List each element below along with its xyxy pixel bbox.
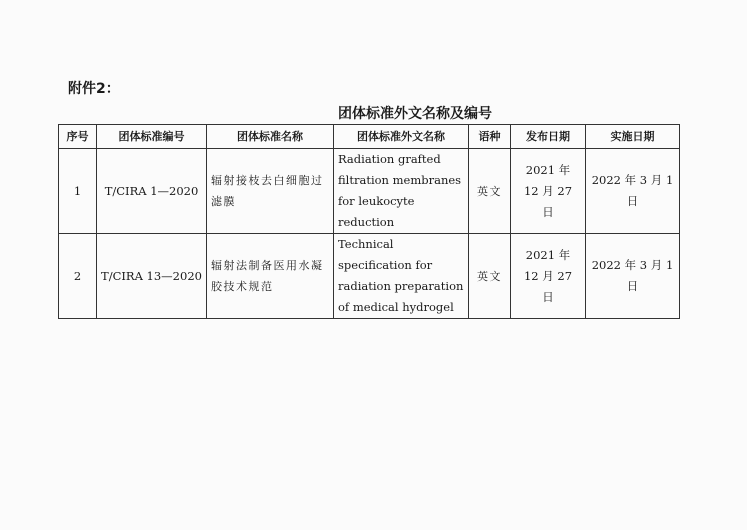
row-index: 1 [59, 149, 97, 234]
table-header-row [59, 125, 680, 149]
row-index: 2 [59, 234, 97, 319]
header-publish-date: 发布日期 [511, 125, 586, 149]
table-row [59, 234, 680, 319]
table-row [59, 149, 680, 234]
header-language: 语种 [469, 125, 511, 149]
row-name: 辐射法制备医用水凝胶技术规范 [207, 234, 334, 319]
table-title: 团体标准外文名称及编号 [338, 106, 492, 122]
header-code: 团体标准编号 [97, 125, 207, 149]
header-effective-date: 实施日期 [586, 125, 680, 149]
standards-table [58, 124, 680, 319]
row-name: 辐射接枝去白细胞过滤膜 [207, 149, 334, 234]
row-publish-date: 2021 年 12 月 27 日 [511, 149, 586, 234]
header-english-name: 团体标准外文名称 [334, 125, 469, 149]
row-code: T/CIRA 13—2020 [97, 234, 207, 319]
row-language: 英文 [469, 149, 511, 234]
row-language: 英文 [469, 234, 511, 319]
row-publish-date: 2021 年 12 月 27 日 [511, 234, 586, 319]
header-index: 序号 [59, 125, 97, 149]
attachment-label: 附件2： [68, 81, 120, 97]
row-english-name: Radiation grafted filtration membranes for leukocyte reduction [334, 149, 469, 234]
header-name: 团体标准名称 [207, 125, 334, 149]
row-effective-date: 2022 年 3 月 1 日 [586, 234, 680, 319]
row-code: T/CIRA 1—2020 [97, 149, 207, 234]
row-effective-date: 2022 年 3 月 1 日 [586, 149, 680, 234]
row-english-name: Technical specification for radiation preparation of medical hydrogel [334, 234, 469, 319]
